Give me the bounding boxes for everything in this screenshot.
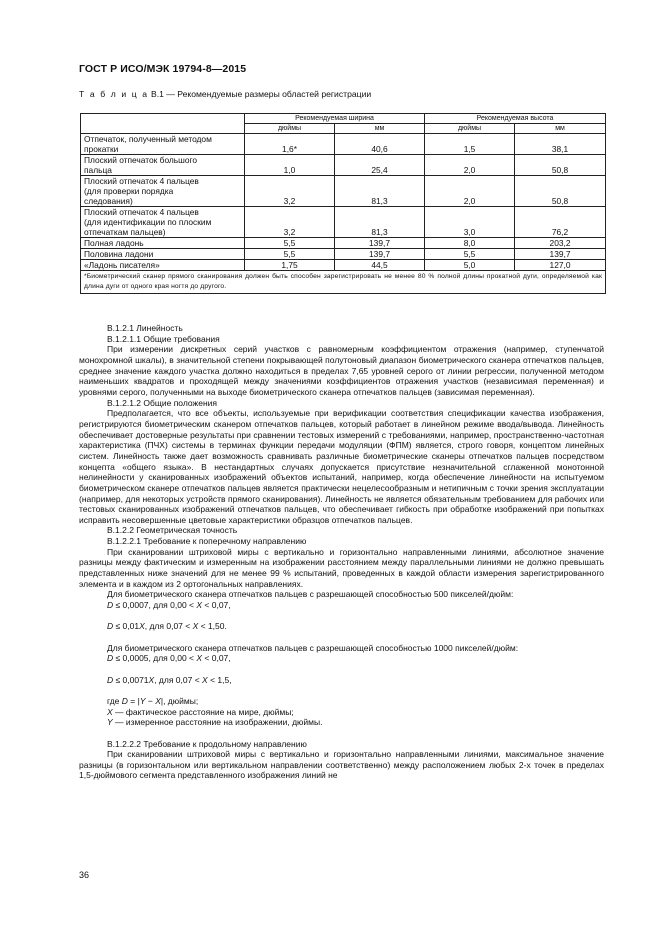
row-label	[81, 155, 245, 176]
unit-header: дюймы	[425, 124, 515, 134]
row-value: 81,3	[335, 176, 425, 207]
row-label-line: (для идентификации по плоским	[84, 217, 212, 227]
paragraph: Предполагается, что все объекты, используемые при верификации соответствия спецификации качества изображения, регистрируются биометрическим сканером отпечатков пальцев, который работает в линейном режиме ввода/вывода. Линейность обеспечивает достоверные результаты при сравнении тестовых измерений с требованиями, например, пространственно-частотная характеристика (ПЧХ) системы в терминах функции передачи модуляции (ФПМ) является, строго говоря, концептом линейных систем. Линейность также дает возможность сравнивать различные биометрические сканеры отпечатков пальцев посредством концепта «общего языка». В нестандартных случаях допускается присутствие незначительной сглаженной монотонной нелинейности у сканированных изображений объектов испытаний, например, когда обеспечение линейности на испытуемом биометрическом сканере отпечатков пальцев является практически нецелесообразным и нетипичным с точки зрения эксплуатации (например, для некоторых устройств прямого сканирования). Линейность не является обязательным требованием для рабочих или тестовых сканированных изображений отпечатков пальцев, что обеспечивает гибкость при обработке изображений при попытках исправить несовершенные цветовые характеристики образцов отпечатков пальцев.	[79, 408, 604, 525]
row-value: 139,7	[515, 249, 606, 260]
row-label-line: Половина ладони	[84, 249, 154, 259]
table-caption-prefix: Т а б л и ц а	[79, 89, 149, 99]
table-row	[81, 207, 606, 238]
subsection-heading: В.1.2.1.1 Общие требования	[107, 333, 220, 344]
row-label-line: отпечаткам пальцев)	[84, 227, 166, 237]
row-label-line: прокатки	[84, 144, 119, 154]
unit-header: мм	[335, 124, 425, 134]
header-width: Рекомендуемая ширина	[245, 114, 425, 124]
row-value: 139,7	[335, 238, 425, 249]
unit-header: мм	[515, 124, 606, 134]
row-value: 25,4	[335, 155, 425, 176]
registration-areas-table	[80, 113, 606, 294]
row-value: 5,0	[425, 260, 515, 271]
standard-header: ГОСТ Р ИСО/МЭК 19794-8—2015	[79, 63, 247, 75]
row-value: 3,2	[245, 207, 335, 238]
row-label-line: пальца	[84, 165, 112, 175]
section-heading: В.1.2.1 Линейность	[107, 323, 183, 333]
row-label	[81, 249, 245, 260]
row-value: 38,1	[515, 134, 606, 155]
row-label-line: «Ладонь писателя»	[84, 260, 160, 270]
paragraph: При сканировании штриховой миры с вертикально и горизонтально направленными линиями, абсолютное значение разницы между фактическим и измеренным на изображении расстоянием между параллельными линиями не должно превышать представленных ниже значений для не менее 99 % испытаний, проведенных в каждой области измерения зарегистрированного элемента и в каждом из 2 ортогональных направлениях.	[79, 546, 604, 589]
row-value: 203,2	[515, 238, 606, 249]
row-label-line: Отпечаток, полученный методом	[84, 134, 212, 144]
row-label	[81, 207, 245, 238]
row-value: 1,75	[245, 260, 335, 271]
table-caption	[79, 89, 371, 99]
formula: D ≤ 0,0007, для 0,00 < X < 0,07,	[107, 600, 231, 611]
row-value: 2,0	[425, 176, 515, 207]
row-label	[81, 134, 245, 155]
row-value: 3,0	[425, 207, 515, 238]
row-value: 139,7	[335, 249, 425, 260]
table-caption-title: — Рекомендуемые размеры областей регистрации	[163, 89, 372, 99]
row-value: 3,2	[245, 176, 335, 207]
subsection-heading: В.1.2.2.2 Требование к продольному направлению	[107, 738, 307, 749]
row-value: 127,0	[515, 260, 606, 271]
table-row	[81, 176, 606, 207]
row-value: 1,0	[245, 155, 335, 176]
formula-where: X — фактическое расстояние на мире, дюймы;	[107, 706, 294, 717]
table-body	[81, 134, 606, 271]
row-value: 81,3	[335, 207, 425, 238]
subsection-heading: В.1.2.2.1 Требование к поперечному направлению	[107, 536, 307, 547]
formula: D ≤ 0,0005, для 0,00 < X < 0,07,	[107, 653, 231, 664]
row-value: 76,2	[515, 207, 606, 238]
row-label-line: Плоский отпечаток 4 пальцев	[84, 176, 199, 186]
row-label-line: Полная ладонь	[84, 238, 144, 248]
table-footnote-row	[81, 271, 606, 294]
row-label-line: Плоский отпечаток 4 пальцев	[84, 207, 199, 217]
row-label	[81, 176, 245, 207]
table-row	[81, 155, 606, 176]
table-header-empty-cell	[81, 114, 245, 134]
table-header-row	[81, 114, 606, 124]
row-value: 5,5	[245, 249, 335, 260]
formula-where: Y — измеренное расстояние на изображении, дюймы.	[107, 717, 323, 728]
table-footnote: *Биометрический сканер прямого сканирования должен быть способен зарегистрировать не менее 80 % полной длины прокатной дуги, определяемой как длина дуги от одного края ногтя до другого.	[81, 271, 606, 294]
row-label-line: (для проверки порядка	[84, 186, 174, 196]
formula: D ≤ 0,0071X, для 0,07 < X < 1,5,	[107, 674, 232, 685]
header-height: Рекомендуемая высота	[425, 114, 606, 124]
subsection-heading: В.1.2.1.2 Общие положения	[107, 397, 217, 408]
paragraph: При сканировании штриховой миры с вертикально и горизонтально направленными линиями, максимальное значение разницы (в горизонтальном или вертикальном направлении соответственно) между расположением любых 2-х точек в пределах 1,5-дюймового сегмента представленного изображения линий не	[79, 749, 604, 781]
row-value: 50,8	[515, 155, 606, 176]
row-label	[81, 238, 245, 249]
row-value: 50,8	[515, 176, 606, 207]
page-number: 36	[79, 870, 90, 880]
formula: D ≤ 0,01X, для 0,07 < X < 1,50.	[107, 621, 227, 632]
paragraph: При измерении дискретных серий участков с равномерным коэффициентом отражения (например, ступенчатой монохромной шкалы), в значительной степени покрывающей полутоновый диапазон биометрического сканера отпечатков пальцев, среднее значение каждого участка должно находиться в пределах 7,65 уровней серого от линии регрессии, полученной методом наименьших квадратов и проходящей между значениями коэффициентов отражения участков (независимая переменная) и уровнями серого, полученными на выходе биометрического сканера отпечатков пальцев (зависимая переменная).	[79, 344, 604, 397]
body-text	[79, 323, 604, 781]
row-value: 40,6	[335, 134, 425, 155]
row-value: 44,5	[335, 260, 425, 271]
table-row	[81, 260, 606, 271]
section-heading: В.1.2.2 Геометрическая точность	[107, 525, 238, 536]
formula-where: где D = |Y − X|, дюймы;	[107, 695, 199, 706]
table-row	[81, 134, 606, 155]
row-value: 5,5	[245, 238, 335, 249]
table-row	[81, 249, 606, 260]
paragraph: Для биометрического сканера отпечатков пальцев с разрешающей способностью 500 пикселей/дюйм:	[107, 589, 514, 600]
row-label-line: следования)	[84, 196, 133, 206]
table-row	[81, 238, 606, 249]
paragraph: Для биометрического сканера отпечатков пальцев с разрешающей способностью 1000 пикселей/дюйм:	[107, 642, 519, 653]
row-value: 2,0	[425, 155, 515, 176]
row-value: 8,0	[425, 238, 515, 249]
unit-header: дюймы	[245, 124, 335, 134]
row-value: 5,5	[425, 249, 515, 260]
row-value: 1,5	[425, 134, 515, 155]
row-label-line: Плоский отпечаток большого	[84, 155, 198, 165]
row-value: 1,6*	[245, 134, 335, 155]
row-label	[81, 260, 245, 271]
table-caption-number: В.1	[150, 89, 164, 99]
